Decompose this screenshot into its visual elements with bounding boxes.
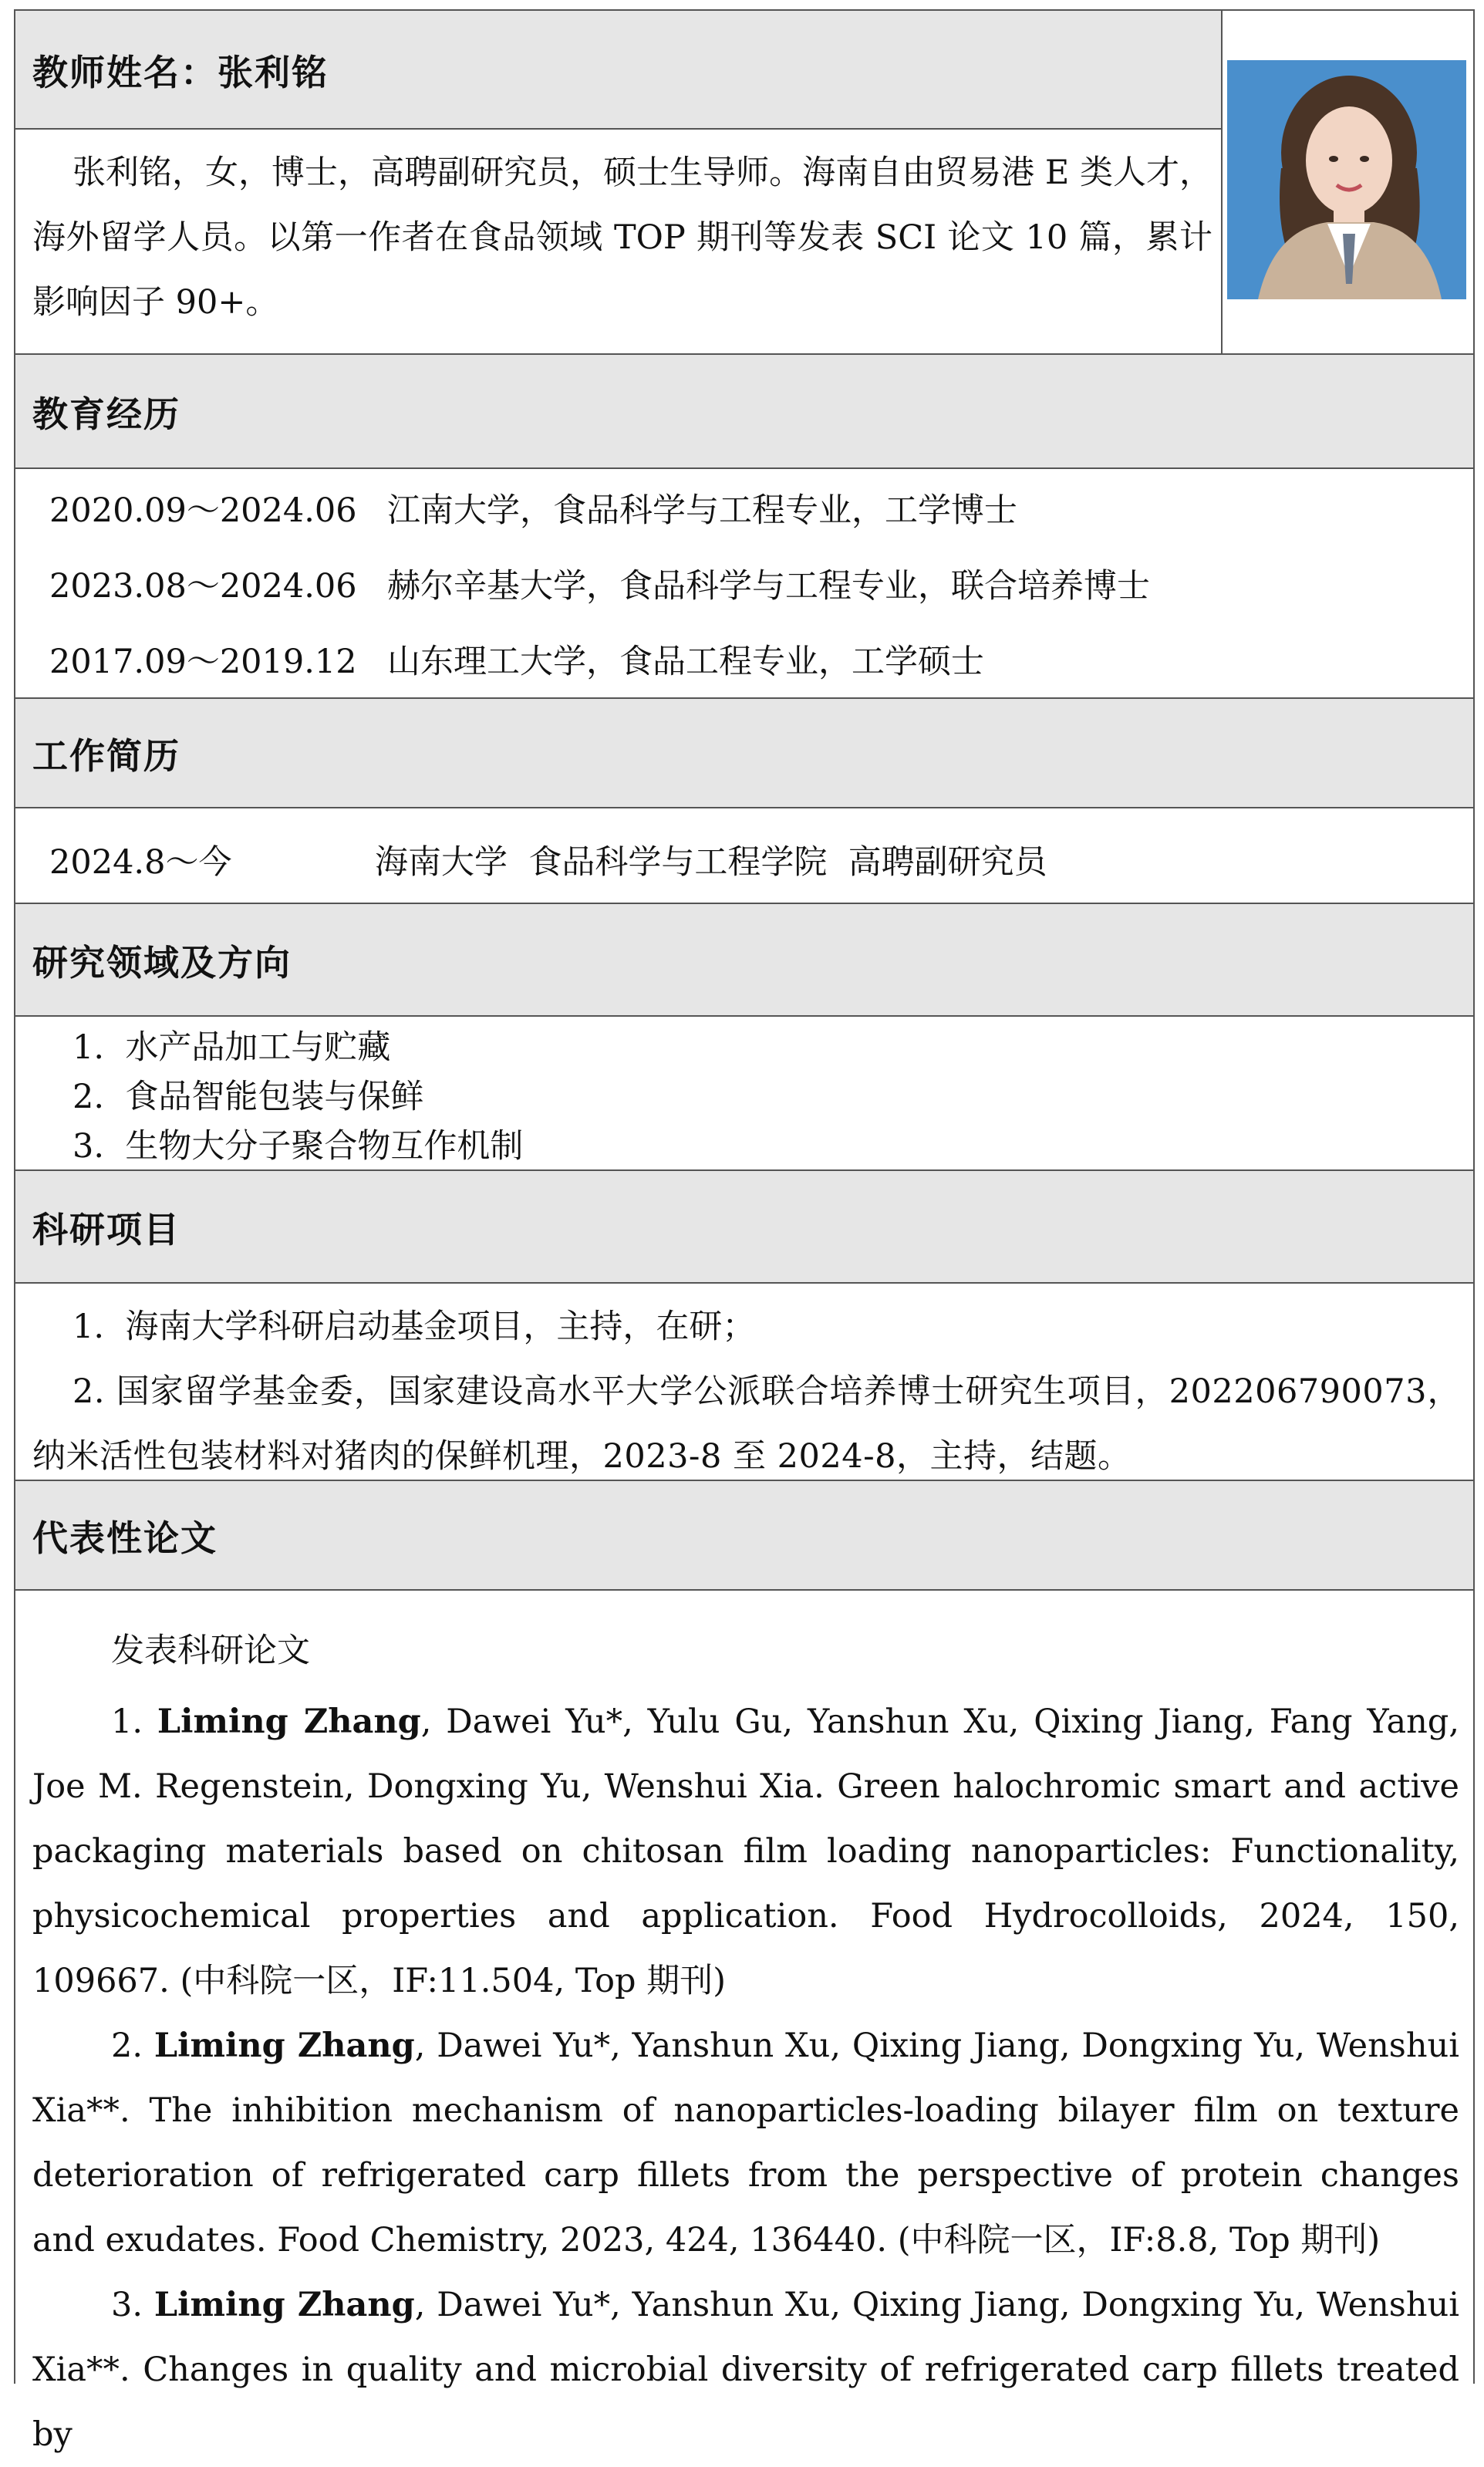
- education-desc: 赫尔辛基大学，食品科学与工程专业，联合培养博士: [387, 567, 1150, 606]
- education-item: [49, 484, 1017, 532]
- education-header: [14, 353, 1475, 469]
- papers-title: 代表性论文: [32, 1517, 218, 1559]
- paper-author: Liming Zhang: [153, 2286, 415, 2324]
- project-item: 2. 国家留学基金委，国家建设高水平大学公派联合培养博士研究生项目，202206790073，纳米活性包装材料对猪肉的保鲜机理，2023-8 至 2024-8，主持，结题。: [32, 1372, 1461, 1476]
- work-desc: 海南大学 食品科学与工程学院 高聘副研究员: [375, 843, 1047, 882]
- education-date: 2023.08～2024.06: [49, 567, 357, 606]
- education-desc: 山东理工大学，食品工程专业，工学硕士: [387, 643, 984, 681]
- work-item: [49, 836, 1047, 883]
- photo-cell: [1221, 9, 1475, 353]
- education-title: 教育经历: [32, 393, 180, 435]
- name-header: [14, 9, 1223, 130]
- paper-author: Liming Zhang: [157, 1703, 421, 1741]
- projects-header: [14, 1169, 1475, 1284]
- education-desc: 江南大学，食品科学与工程专业，工学博士: [387, 491, 1017, 530]
- education-item: [49, 636, 984, 683]
- paper-item: [32, 1689, 1459, 2013]
- paper-number: 2.: [111, 2027, 154, 2065]
- research-section: [14, 1015, 1475, 1171]
- paper-citation: , Dawei Yu*, Yanshun Xu, Qixing Jiang, Dongxing Yu, Wenshui Xia**. The inhibition mechanism of nanoparticles-loading bilayer film on texture deterioration of refrigerated carp fillets from the perspective of protein changes and exudates. Food Chemistry, 2023, 424, 136440. (中科院一区，IF:8.8, Top 期刊): [32, 2027, 1460, 2259]
- papers-intro: 发表科研论文: [111, 1632, 310, 1670]
- work-date: 2024.8～今: [49, 843, 232, 882]
- projects-section: [14, 1282, 1475, 1481]
- portrait-image: [1227, 60, 1466, 299]
- research-item: 2. 食品智能包装与保鲜: [73, 1078, 424, 1116]
- education-section: [14, 467, 1475, 699]
- education-item: [49, 560, 1150, 607]
- paper-number: 3.: [111, 2286, 154, 2324]
- paper-number: 1.: [111, 1703, 157, 1741]
- research-header: [14, 903, 1475, 1017]
- profile-photo: [1227, 60, 1466, 299]
- research-item: 1. 水产品加工与贮藏: [73, 1028, 391, 1067]
- research-title: 研究领域及方向: [32, 942, 292, 984]
- work-section: [14, 807, 1475, 904]
- projects-title: 科研项目: [32, 1209, 180, 1250]
- project-item: 1. 海南大学科研启动基金项目，主持，在研；: [73, 1308, 756, 1346]
- paper-citation: , Dawei Yu*, Yulu Gu, Yanshun Xu, Qixing Jiang, Fang Yang, Joe M. Regenstein, Dongxing Yu, Wenshui Xia. Green halochromic smart and active packaging materials based on chitosan film loading nanoparticles: Functionality, physicochemical properties and application. Food Hydrocolloids, 2024, 150, 109667. (中科院一区，IF:11.504, Top 期刊): [32, 1703, 1460, 2000]
- research-item: 3. 生物大分子聚合物互作机制: [73, 1127, 524, 1166]
- page-title: 教师姓名：张利铭: [32, 52, 329, 93]
- work-header: [14, 697, 1475, 808]
- paper-citation: , Dawei Yu*, Yanshun Xu, Qixing Jiang, Dongxing Yu, Wenshui Xia**. Changes in quality and microbial diversity of refrigerated carp fillets treated by: [32, 2286, 1460, 2454]
- papers-header: [14, 1480, 1475, 1591]
- paper-item: [32, 2273, 1459, 2467]
- work-title: 工作简历: [32, 735, 180, 777]
- education-date: 2017.09～2019.12: [49, 643, 357, 681]
- cv-table: [14, 9, 1475, 2454]
- papers-section: [14, 1589, 1475, 2454]
- paper-item: [32, 2013, 1459, 2273]
- paper-author: Liming Zhang: [153, 2027, 415, 2065]
- bio-text: 张利铭，女，博士，高聘副研究员，硕士生导师。海南自由贸易港 E 类人才，海外留学人员。以第一作者在食品领域 TOP 期刊等发表 SCI 论文 10 篇，累计影响因子 90+。: [32, 154, 1212, 322]
- bio-section: [14, 128, 1223, 353]
- education-date: 2020.09～2024.06: [49, 491, 357, 530]
